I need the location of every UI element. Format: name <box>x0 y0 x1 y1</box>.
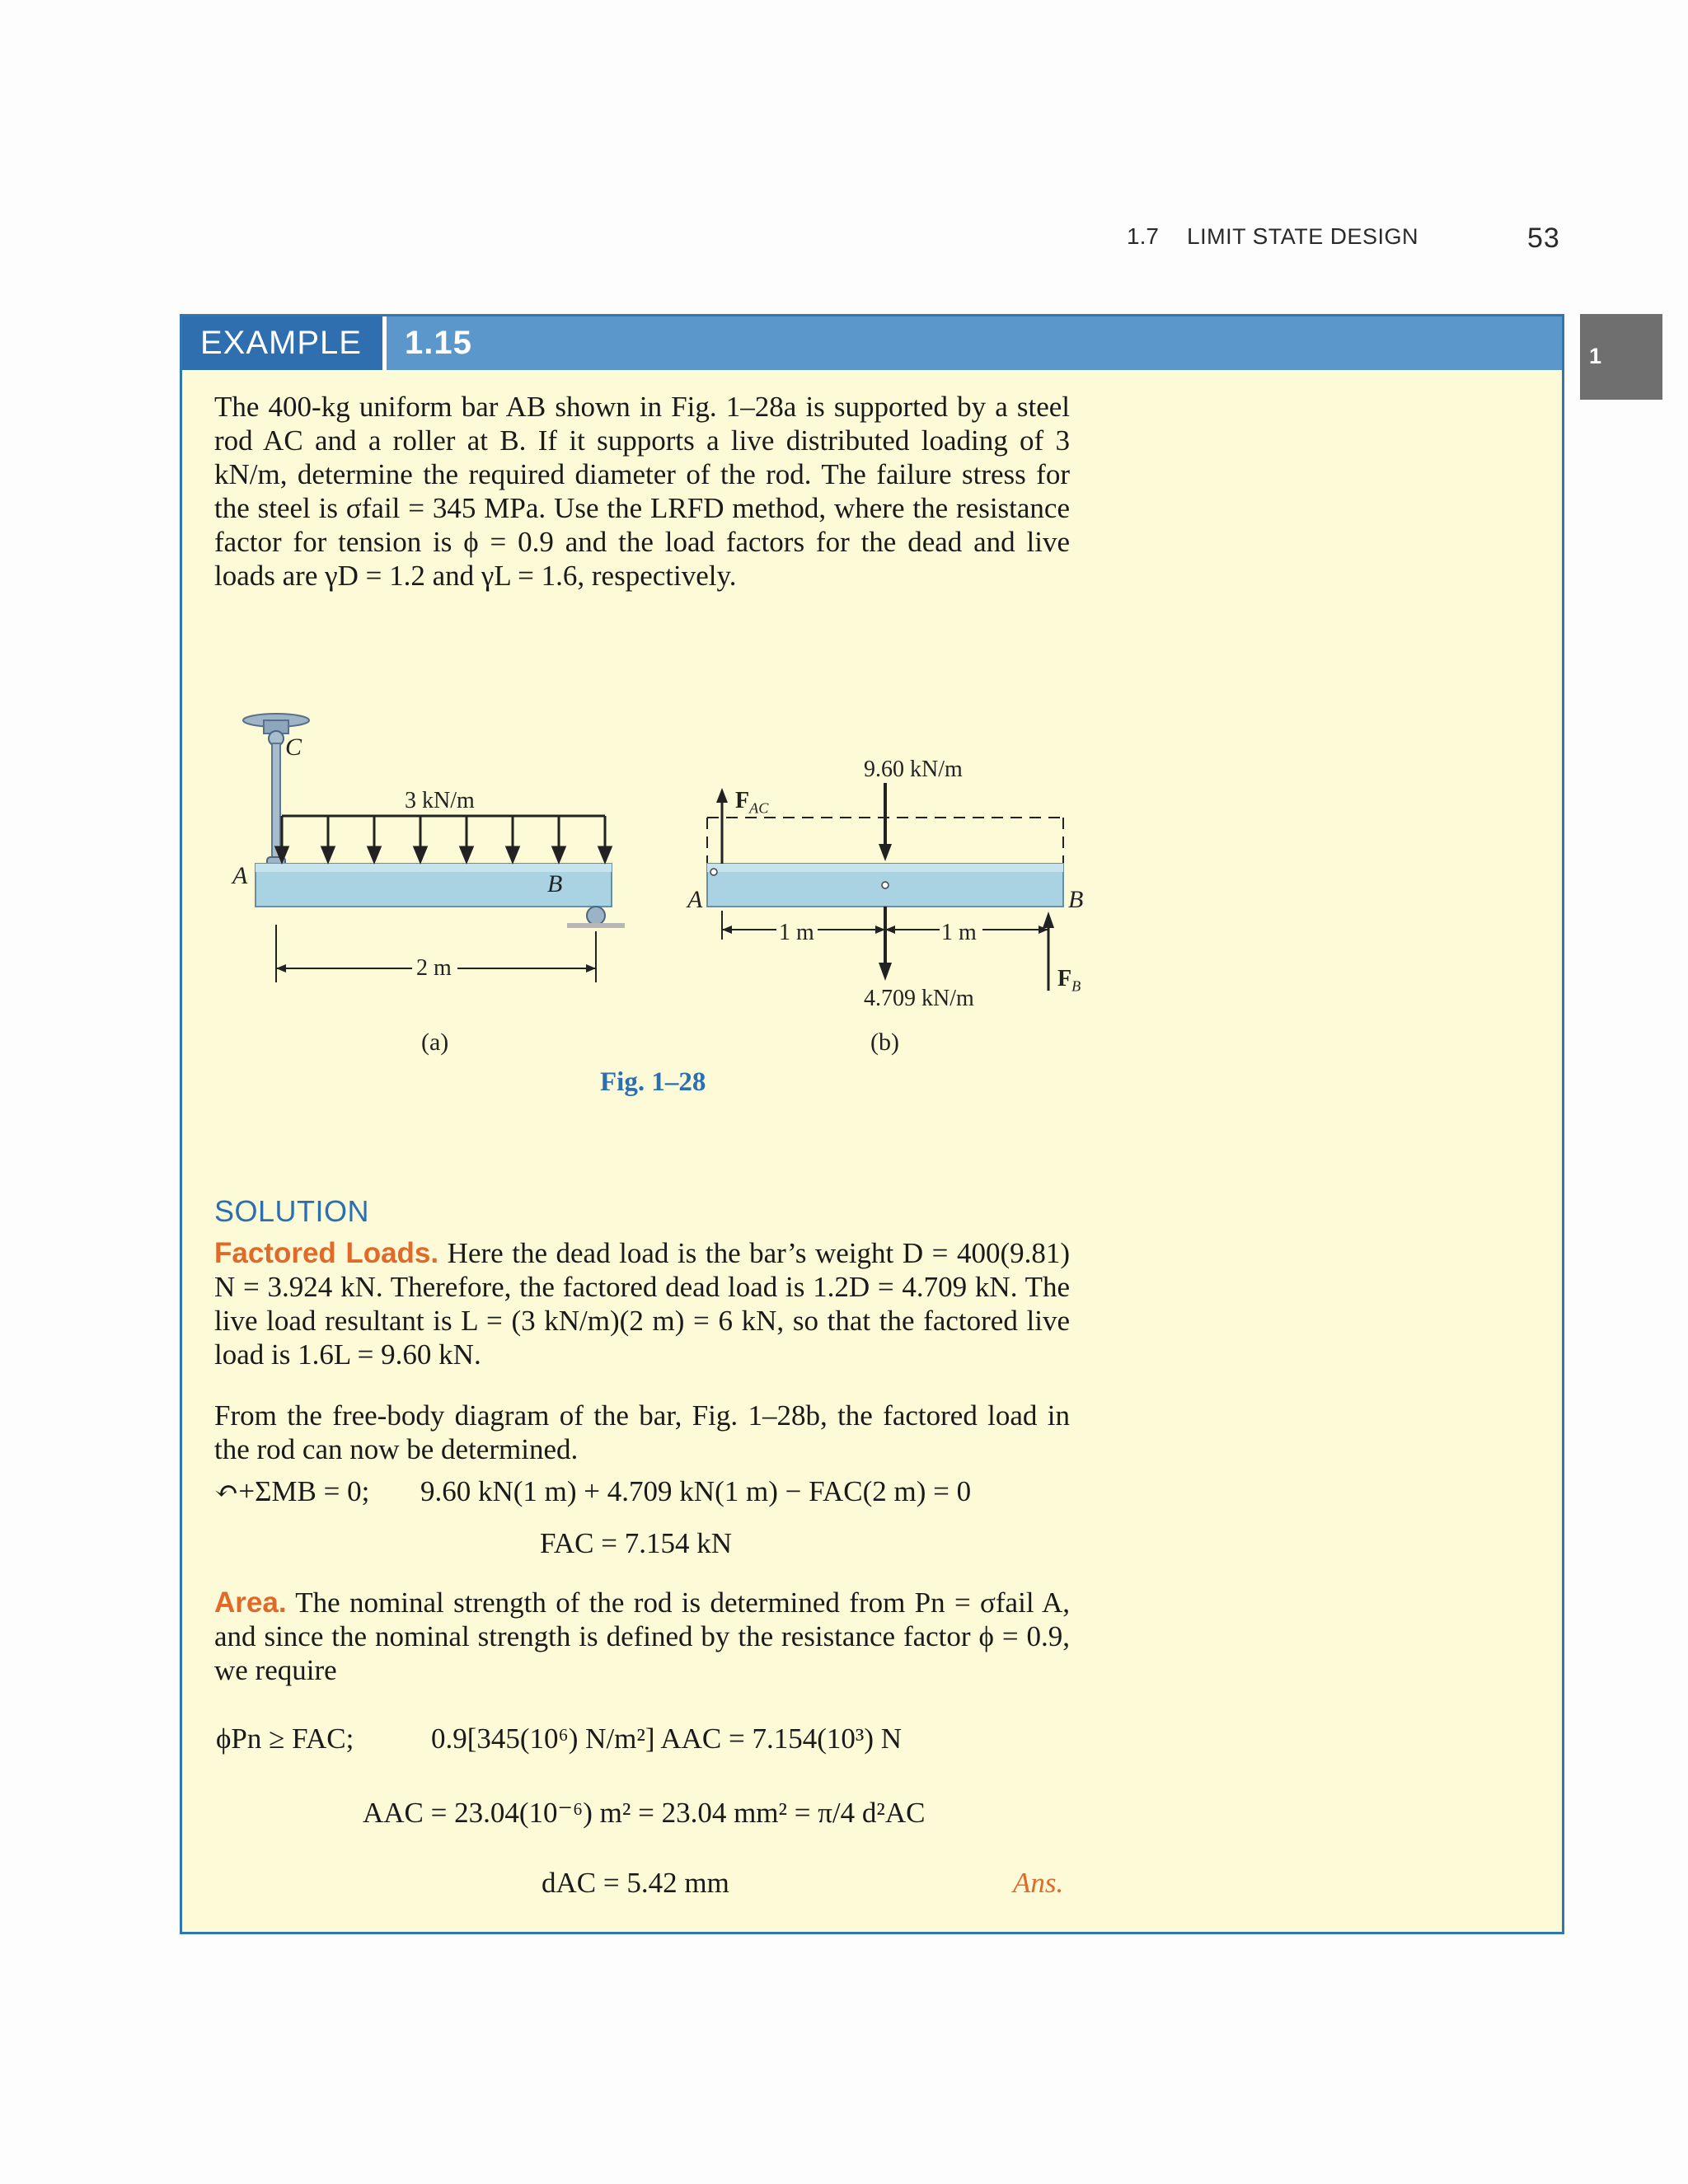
fac-result: FAC = 7.154 kN <box>540 1527 733 1559</box>
answer-tag: Ans. <box>1013 1867 1064 1899</box>
fig-b-force-b: $F_B$ <box>1057 966 1081 995</box>
example-banner <box>182 316 1562 370</box>
fig-b-label-b: B <box>1068 886 1084 913</box>
section-title: LIMIT STATE DESIGN <box>1187 223 1419 249</box>
fig-a-label-c: C <box>285 733 302 761</box>
diameter-result: dAC = 5.42 mm <box>542 1867 729 1899</box>
solution-heading: SOLUTION <box>214 1194 370 1228</box>
fig-b-live-load: 9.60 kN/m <box>864 757 963 782</box>
chapter-tab: 1 <box>1580 314 1662 400</box>
section-number: 1.7 <box>1127 223 1159 249</box>
fig-a-caption: (a) <box>421 1029 449 1056</box>
area-paragraph: Area. The nominal strength of the rod is determined from Pn = σfail A, and since the nominal strength is defined by the resistance factor ϕ = 0.9, we require <box>214 1586 1070 1686</box>
factored-loads-paragraph: Factored Loads. Here the dead load is the bar’s weight D = 400(9.81) N = 3.924 kN. Therefore, the factored dead load is 1.2D = 4.709 kN. The live load resultant is L = (3 kN/m)(2 m) = 6 kN, so that the factored live load is 1.6L = 9.60 kN. <box>214 1237 1070 1371</box>
problem-statement: The 400-kg uniform bar AB shown in Fig. 1–28a is supported by a steel rod AC and a roller at B. If it supports a live distributed loading of 3 kN/m, determine the required diameter of the rod. The failure stress for the steel is σfail = 345 MPa. Use the LRFD method, where the resistance factor for tension is ϕ = 0.9 and the load factors for the dead and live loads are γD = 1.2 and γL = 1.6, respectively. <box>214 391 1070 592</box>
figure-caption: Fig. 1–28 <box>600 1067 706 1097</box>
area-heading: Area. <box>214 1586 287 1619</box>
fig-b-dist1: 1 m <box>779 920 814 945</box>
fig-b-caption: (b) <box>870 1029 899 1056</box>
example-label: EXAMPLE <box>182 316 382 370</box>
fig-b-dead-load: 4.709 kN/m <box>864 986 974 1011</box>
example-number: 1.15 <box>405 325 472 361</box>
fig-a-load-label: 3 kN/m <box>405 788 475 813</box>
fbd-paragraph: From the free-body diagram of the bar, Fig. 1–28b, the factored load in the rod can now be determined. <box>214 1399 1070 1465</box>
fig-a-length-label: 2 m <box>416 955 452 981</box>
moment-equation-label: ↶+ΣMB = 0; <box>214 1475 370 1507</box>
requirement-equation: 0.9[345(10⁶) N/m²] AAC = 7.154(10³) N <box>431 1722 903 1755</box>
moment-equation: 9.60 kN(1 m) + 4.709 kN(1 m) − FAC(2 m) = 0 <box>420 1475 972 1507</box>
fig-b-dist2: 1 m <box>941 920 977 945</box>
page-number: 53 <box>1527 223 1560 254</box>
fig-a-label-a: A <box>232 862 248 889</box>
fig-a-label-b: B <box>547 870 563 898</box>
area-result: AAC = 23.04(10⁻⁶) m² = 23.04 mm² = π/4 d²AC <box>363 1797 926 1829</box>
factored-loads-heading: Factored Loads. <box>214 1237 439 1269</box>
fig-b-force-ac: $F_{AC}$ <box>735 788 769 817</box>
figure-b <box>684 742 1113 1022</box>
requirement-label: ϕPn ≥ FAC; <box>216 1722 354 1755</box>
fig-b-label-a: A <box>687 886 703 913</box>
